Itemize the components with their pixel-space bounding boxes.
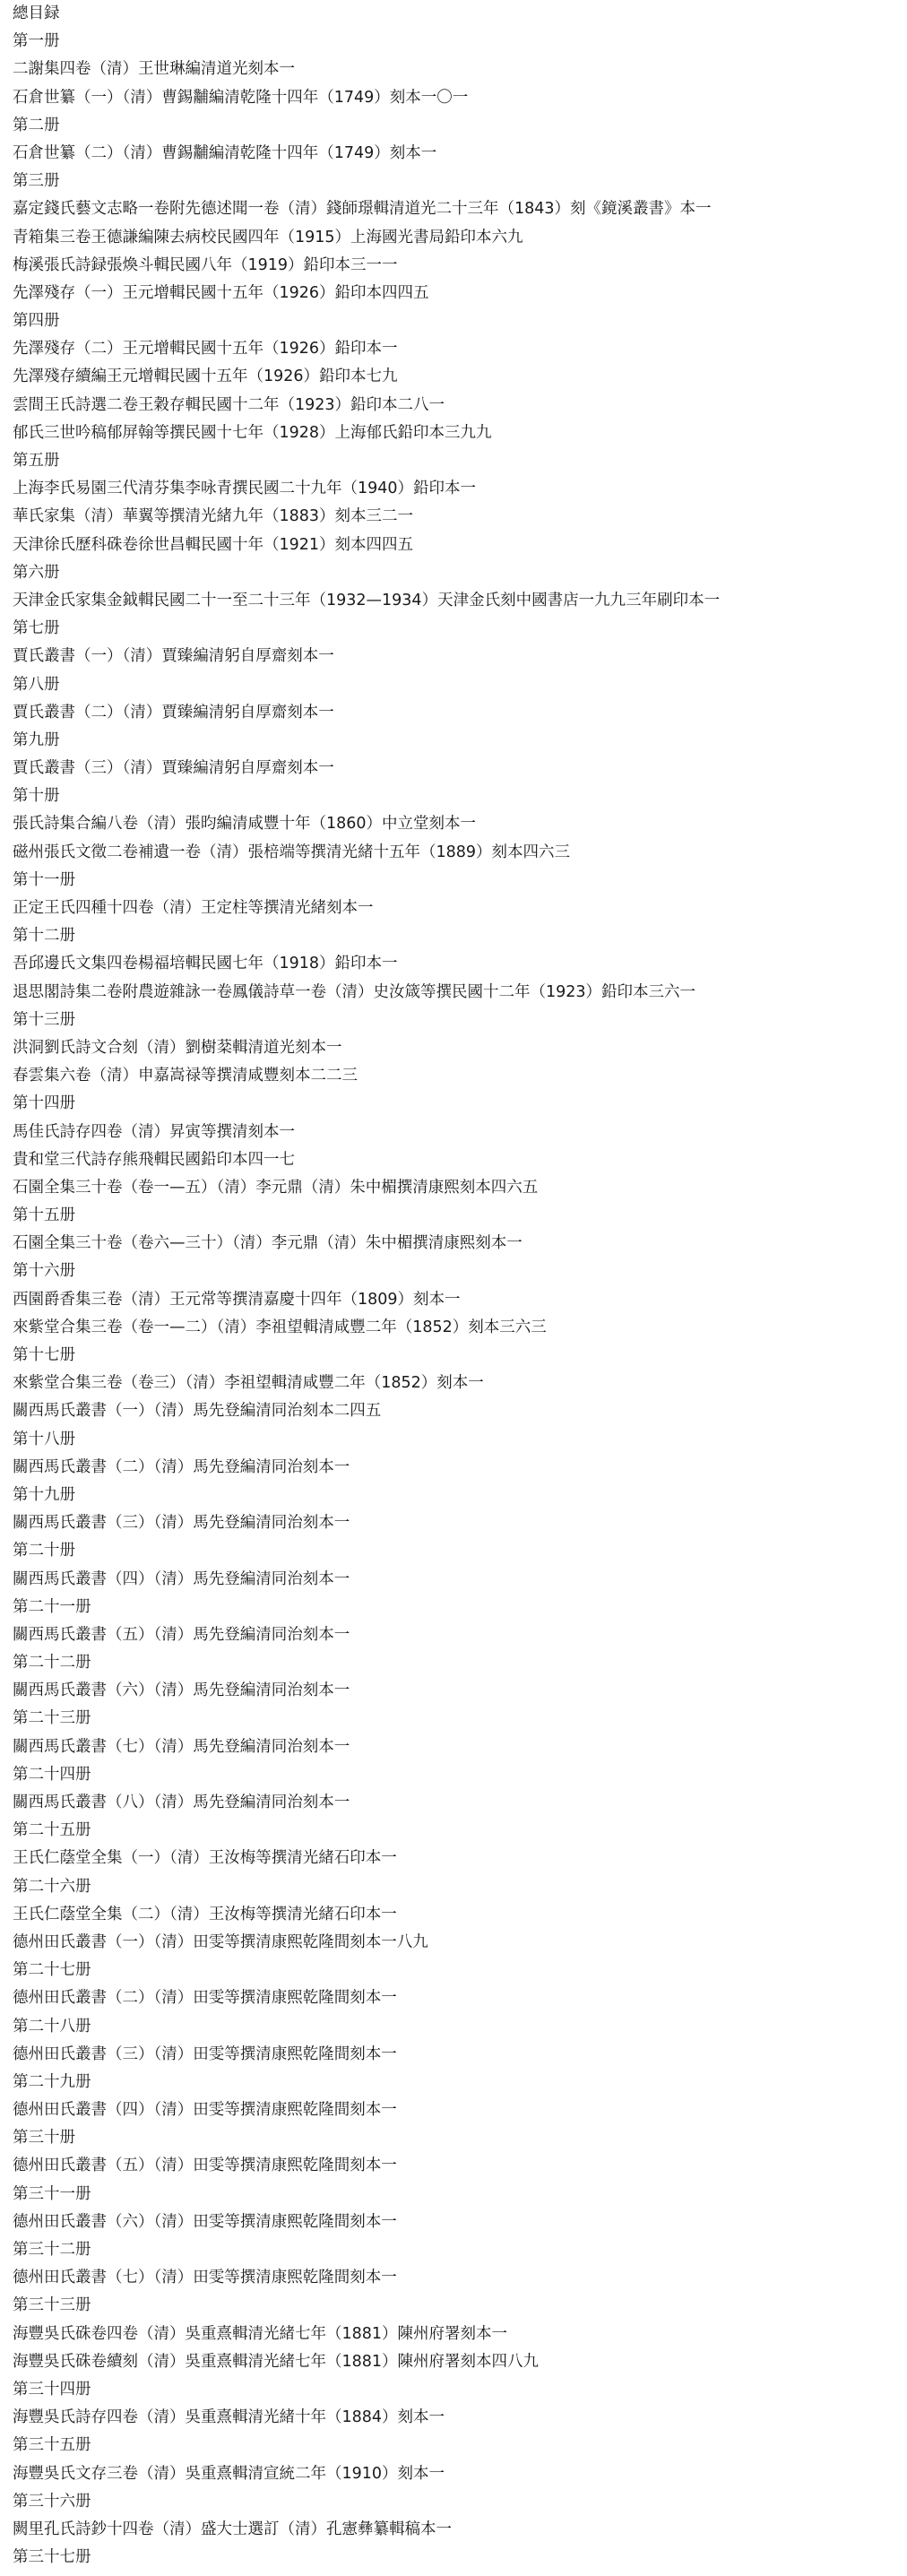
catalog-entry: 關西馬氏叢書（五）（清）馬先登編清同治刻本一 (13, 1625, 350, 1644)
volume-heading: 第三十一册 (13, 2184, 91, 2203)
catalog-entry: 青箱集三卷王德謙編陳去病校民國四年（1915）上海國光書局鉛印本六九 (13, 228, 523, 246)
catalog-entry: 磁州張氏文徵二卷補遺一卷（清）張棓端等撰清光緒十五年（1889）刻本四六三 (13, 843, 571, 861)
catalog-entry: 貴和堂三代詩存熊飛輯民國鉛印本四一七 (13, 1150, 295, 1169)
catalog-entry: 關西馬氏叢書（八）（清）馬先登編清同治刻本一 (13, 1794, 350, 1811)
catalog-entry: 海豐吳氏文存三卷（清）吳重熹輯清宣統二年（1910）刻本一 (13, 2464, 445, 2483)
volume-heading: 第七册 (13, 619, 60, 638)
catalog-entry: 張氏詩集合編八卷（清）張昀編清咸豐十年（1860）中立堂刻本一 (13, 815, 477, 834)
volume-heading: 第三十七册 (13, 2548, 91, 2567)
volume-heading: 第六册 (13, 563, 60, 582)
catalog-entry: 德州田氏叢書（七）（清）田雯等撰清康熙乾隆間刻本一 (13, 2269, 397, 2287)
volume-heading: 第三十册 (13, 2129, 75, 2148)
catalog-entry: 二謝集四卷（清）王世琳編清道光刻本一 (13, 60, 295, 79)
volume-heading: 第十四册 (13, 1094, 75, 1113)
volume-heading: 第二十四册 (13, 1765, 91, 1784)
catalog-entry: 先澤殘存（二）王元增輯民國十五年（1926）鉛印本一 (13, 340, 398, 359)
volume-heading: 第二十一册 (13, 1597, 91, 1616)
volume-heading: 第十二册 (13, 927, 75, 946)
volume-heading: 第十一册 (13, 870, 75, 889)
volume-heading: 第十六册 (13, 1262, 75, 1281)
volume-heading: 第十三册 (13, 1010, 75, 1029)
catalog-entry: 海豐吳氏詩存四卷（清）吳重熹輯清光緒十年（1884）刻本一 (13, 2408, 445, 2427)
catalog-entry: 賈氏叢書（二）（清）賈臻編清躬自厚齋刻本一 (13, 703, 334, 722)
catalog-entry: 闕里孔氏詩鈔十四卷（清）盛大士選訂（清）孔憲彝纂輯稿本一 (13, 2520, 452, 2538)
catalog-entry: 正定王氏四種十四卷（清）王定柱等撰清光緒刻本一 (13, 899, 374, 917)
catalog-entry: 海豐吳氏硃卷續刻（清）吳重熹輯清光緒七年（1881）陳州府署刻本四八九 (13, 2352, 540, 2371)
catalog-entry: 王氏仁蔭堂全集（一）（清）王汝梅等撰清光緒石印本一 (13, 1849, 397, 1868)
catalog-entry: 德州田氏叢書（二）（清）田雯等撰清康熙乾隆間刻本一 (13, 1989, 397, 2008)
volume-heading: 第二十二册 (13, 1654, 91, 1673)
volume-heading: 第三十五册 (13, 2436, 91, 2455)
catalog-entry: 德州田氏叢書（五）（清）田雯等撰清康熙乾隆間刻本一 (13, 2157, 397, 2175)
catalog-entry: 德州田氏叢書（三）（清）田雯等撰清康熙乾隆間刻本一 (13, 2044, 397, 2063)
volume-heading: 第十七册 (13, 1346, 75, 1364)
catalog-entry: 馬佳氏詩存四卷（清）昇寅等撰清刻本一 (13, 1122, 295, 1141)
catalog-entry: 王氏仁蔭堂全集（二）（清）王汝梅等撰清光緒石印本一 (13, 1905, 397, 1923)
volume-heading: 第二十六册 (13, 1877, 91, 1896)
catalog-entry: 上海李氏易園三代清芬集李咏青撰民國二十九年（1940）鉛印本一 (13, 480, 477, 498)
volume-heading: 第四册 (13, 312, 60, 331)
catalog-entry: 石倉世纂（一）（清）曹錫黼編清乾隆十四年（1749）刻本一〇一 (13, 88, 469, 107)
catalog-entry: 先澤殘存續編王元增輯民國十五年（1926）鉛印本七九 (13, 367, 398, 386)
catalog-entry: 春雲集六卷（清）申嘉嵩禄等撰清咸豐刻本二二三 (13, 1067, 358, 1085)
volume-heading: 第二十五册 (13, 1821, 91, 1840)
catalog-entry: 天津金氏家集金鉞輯民國二十一至二十三年（1932—1934）天津金氏刻中國書店一九九三年刷印本一 (13, 591, 721, 609)
catalog-entry: 關西馬氏叢書（七）（清）馬先登編清同治刻本一 (13, 1737, 350, 1756)
catalog-entry: 吾邱邊氏文集四卷楊福培輯民國七年（1918）鉛印本一 (13, 955, 398, 973)
catalog-entry: 賈氏叢書（三）（清）賈臻編清躬自厚齋刻本一 (13, 759, 334, 778)
volume-heading: 第二十三册 (13, 1709, 91, 1728)
document-body (13, 0, 900, 2572)
catalog-entry: 關西馬氏叢書（三）（清）馬先登編清同治刻本一 (13, 1514, 350, 1533)
volume-heading: 第二十七册 (13, 1961, 91, 1980)
catalog-entry: 退思閣詩集二卷附農遊雜詠一卷鳳儀詩草一卷（清）史汝箴等撰民國十二年（1923）鉛印本三六一 (13, 982, 696, 1001)
volume-heading: 第二十八册 (13, 2017, 91, 2036)
volume-heading: 第十册 (13, 787, 60, 806)
volume-heading: 第三十三册 (13, 2296, 91, 2315)
volume-heading: 第三册 (13, 172, 60, 191)
catalog-entry: 關西馬氏叢書（二）（清）馬先登編清同治刻本一 (13, 1457, 350, 1476)
catalog-entry: 德州田氏叢書（一）（清）田雯等撰清康熙乾隆間刻本一八九 (13, 1932, 428, 1951)
catalog-entry: 石園全集三十卷（卷一—五）（清）李元鼎（清）朱中楣撰清康熙刻本四六五 (13, 1178, 539, 1197)
catalog-entry: 郁氏三世吟稿郁屏翰等撰民國十七年（1928）上海郁氏鉛印本三九九 (13, 423, 492, 442)
catalog-entry: 賈氏叢書（一）（清）賈臻編清躬自厚齋刻本一 (13, 647, 334, 666)
catalog-entry: 關西馬氏叢書（六）（清）馬先登編清同治刻本一 (13, 1681, 350, 1700)
volume-heading: 第二十九册 (13, 2072, 91, 2091)
catalog-entry: 石倉世纂（二）（清）曹錫黼編清乾隆十四年（1749）刻本一 (13, 143, 437, 162)
volume-heading: 第二十册 (13, 1542, 75, 1560)
catalog-entry: 來紫堂合集三卷（卷一—二）（清）李祖望輯清咸豐二年（1852）刻本三六三 (13, 1318, 547, 1336)
volume-heading: 第三十四册 (13, 2380, 91, 2399)
catalog-entry: 梅溪張氏詩録張煥斗輯民國八年（1919）鉛印本三一一 (13, 255, 398, 274)
catalog-entry: 西園爵香集三卷（清）王元常等撰清嘉慶十四年（1809）刻本一 (13, 1290, 461, 1309)
volume-heading: 第九册 (13, 730, 60, 749)
volume-heading: 第十九册 (13, 1485, 75, 1504)
catalog-entry: 德州田氏叢書（六）（清）田雯等撰清康熙乾隆間刻本一 (13, 2212, 397, 2231)
catalog-entry: 雲間王氏詩選二卷王穀存輯民國十二年（1923）鉛印本二八一 (13, 395, 445, 414)
volume-heading: 第五册 (13, 452, 60, 470)
volume-heading: 第二册 (13, 116, 60, 134)
catalog-entry: 關西馬氏叢書（四）（清）馬先登編清同治刻本一 (13, 1569, 350, 1588)
catalog-entry: 海豐吳氏硃卷四卷（清）吳重熹輯清光緒七年（1881）陳州府署刻本一 (13, 2324, 508, 2343)
catalog-entry: 先澤殘存（一）王元增輯民國十五年（1926）鉛印本四四五 (13, 283, 429, 302)
volume-heading: 第十五册 (13, 1206, 75, 1225)
catalog-entry: 石園全集三十卷（卷六—三十）（清）李元鼎（清）朱中楣撰清康熙刻本一 (13, 1234, 523, 1253)
volume-heading: 第三十二册 (13, 2241, 91, 2259)
catalog-entry: 天津徐氏歷科硃卷徐世昌輯民國十年（1921）刻本四四五 (13, 535, 414, 554)
catalog-entry: 來紫堂合集三卷（卷三）（清）李祖望輯清咸豐二年（1852）刻本一 (13, 1374, 484, 1393)
catalog-entry: 德州田氏叢書（四）（清）田雯等撰清康熙乾隆間刻本一 (13, 2101, 397, 2120)
catalog-entry: 華氏家集（清）華翼等撰清光緒九年（1883）刻本三二一 (13, 507, 414, 526)
catalog-entry: 洪洞劉氏詩文合刻（清）劉樹棻輯清道光刻本一 (13, 1038, 342, 1057)
catalog-entry: 嘉定錢氏藝文志略一卷附先德述聞一卷（清）錢師璟輯清道光二十三年（1843）刻《鏡溪叢書》本一 (13, 200, 712, 219)
volume-heading: 第十八册 (13, 1430, 75, 1448)
volume-heading: 第三十六册 (13, 2492, 91, 2511)
volume-heading: 第八册 (13, 675, 60, 694)
volume-heading: 第一册 (13, 32, 60, 51)
page-title: 總目録 (13, 4, 60, 22)
catalog-entry: 關西馬氏叢書（一）（清）馬先登編清同治刻本二四五 (13, 1402, 382, 1421)
